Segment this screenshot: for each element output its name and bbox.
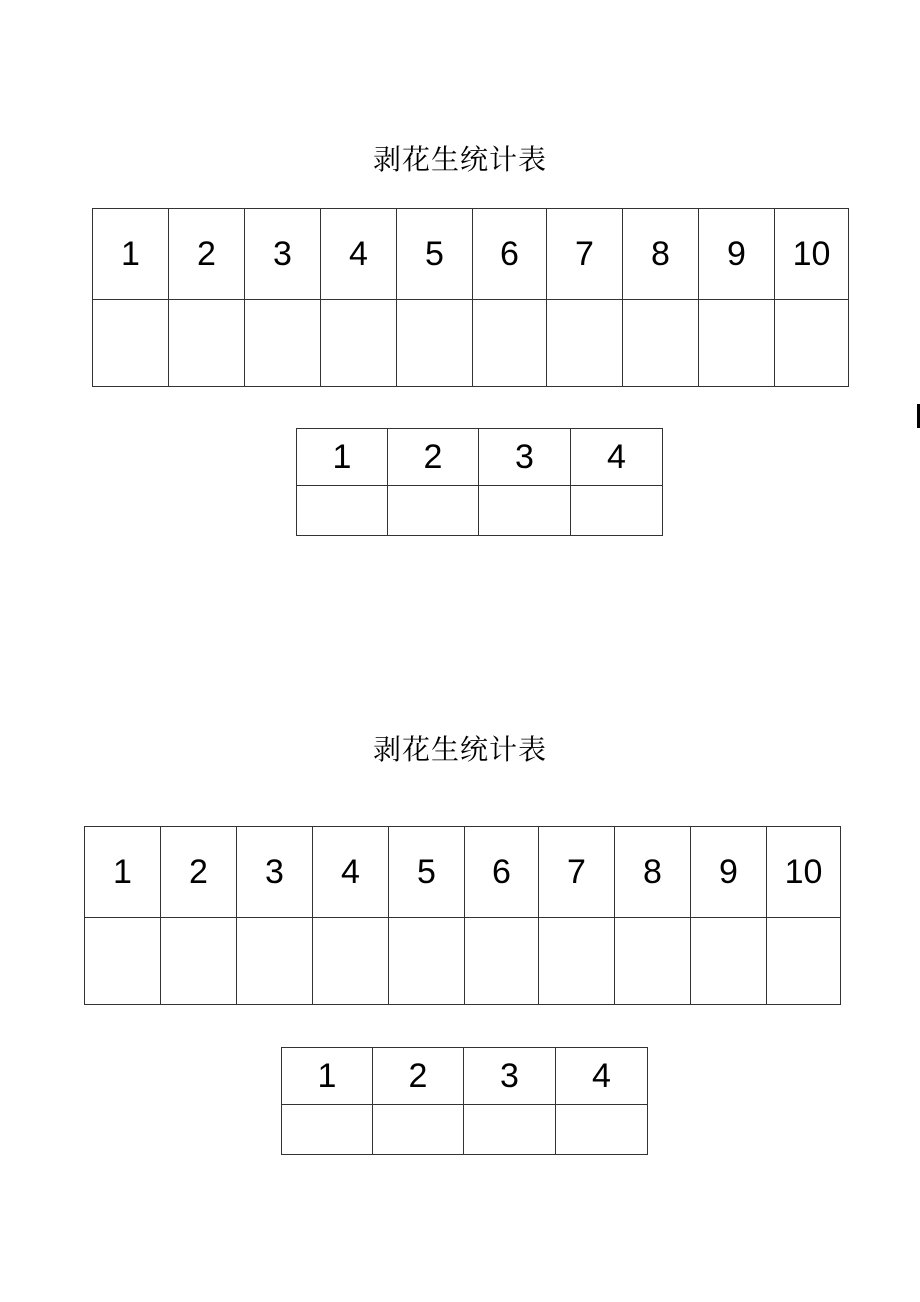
blank-cell[interactable] bbox=[464, 1105, 556, 1155]
column-number: 4 bbox=[313, 827, 389, 918]
column-number: 7 bbox=[547, 209, 623, 300]
column-number: 8 bbox=[623, 209, 699, 300]
blank-row bbox=[282, 1105, 648, 1155]
blank-cell[interactable] bbox=[539, 918, 615, 1005]
blank-cell[interactable] bbox=[397, 300, 473, 387]
section-1-ten-column-table bbox=[92, 208, 849, 387]
column-number: 5 bbox=[389, 827, 465, 918]
column-number: 1 bbox=[297, 429, 388, 486]
section-1-four-column-table bbox=[296, 428, 663, 536]
column-number: 7 bbox=[539, 827, 615, 918]
column-number: 4 bbox=[556, 1048, 648, 1105]
blank-cell[interactable] bbox=[465, 918, 539, 1005]
column-number: 2 bbox=[161, 827, 237, 918]
blank-cell[interactable] bbox=[282, 1105, 373, 1155]
section-2-title: 剥花生统计表 bbox=[372, 733, 547, 766]
column-number: 10 bbox=[767, 827, 841, 918]
section-2-ten-column-table bbox=[84, 826, 841, 1005]
column-number: 6 bbox=[465, 827, 539, 918]
blank-cell[interactable] bbox=[615, 918, 691, 1005]
column-number: 4 bbox=[571, 429, 663, 486]
blank-cell[interactable] bbox=[623, 300, 699, 387]
column-number: 3 bbox=[464, 1048, 556, 1105]
blank-cell[interactable] bbox=[479, 486, 571, 536]
blank-row bbox=[85, 918, 841, 1005]
column-number: 1 bbox=[93, 209, 169, 300]
blank-cell[interactable] bbox=[389, 918, 465, 1005]
blank-cell[interactable] bbox=[767, 918, 841, 1005]
blank-cell[interactable] bbox=[237, 918, 313, 1005]
blank-cell[interactable] bbox=[245, 300, 321, 387]
column-number: 8 bbox=[615, 827, 691, 918]
column-number: 2 bbox=[373, 1048, 464, 1105]
column-number: 3 bbox=[479, 429, 571, 486]
column-number: 2 bbox=[169, 209, 245, 300]
blank-cell[interactable] bbox=[169, 300, 245, 387]
blank-cell[interactable] bbox=[313, 918, 389, 1005]
blank-cell[interactable] bbox=[571, 486, 663, 536]
blank-cell[interactable] bbox=[321, 300, 397, 387]
column-number: 1 bbox=[282, 1048, 373, 1105]
header-row bbox=[85, 827, 841, 918]
blank-row bbox=[93, 300, 849, 387]
blank-cell[interactable] bbox=[161, 918, 237, 1005]
blank-cell[interactable] bbox=[556, 1105, 648, 1155]
column-number: 9 bbox=[699, 209, 775, 300]
blank-cell[interactable] bbox=[775, 300, 849, 387]
column-number: 9 bbox=[691, 827, 767, 918]
section-1-title: 剥花生统计表 bbox=[372, 143, 547, 176]
blank-cell[interactable] bbox=[547, 300, 623, 387]
blank-cell[interactable] bbox=[699, 300, 775, 387]
blank-row bbox=[297, 486, 663, 536]
column-number: 1 bbox=[85, 827, 161, 918]
column-number: 4 bbox=[321, 209, 397, 300]
column-number: 6 bbox=[473, 209, 547, 300]
column-number: 3 bbox=[245, 209, 321, 300]
header-row bbox=[297, 429, 663, 486]
blank-cell[interactable] bbox=[85, 918, 161, 1005]
blank-cell[interactable] bbox=[93, 300, 169, 387]
column-number: 10 bbox=[775, 209, 849, 300]
column-number: 5 bbox=[397, 209, 473, 300]
column-number: 2 bbox=[388, 429, 479, 486]
blank-cell[interactable] bbox=[691, 918, 767, 1005]
blank-cell[interactable] bbox=[473, 300, 547, 387]
blank-cell[interactable] bbox=[388, 486, 479, 536]
header-row bbox=[93, 209, 849, 300]
header-row bbox=[282, 1048, 648, 1105]
section-2-four-column-table bbox=[281, 1047, 648, 1155]
column-number: 3 bbox=[237, 827, 313, 918]
blank-cell[interactable] bbox=[373, 1105, 464, 1155]
blank-cell[interactable] bbox=[297, 486, 388, 536]
